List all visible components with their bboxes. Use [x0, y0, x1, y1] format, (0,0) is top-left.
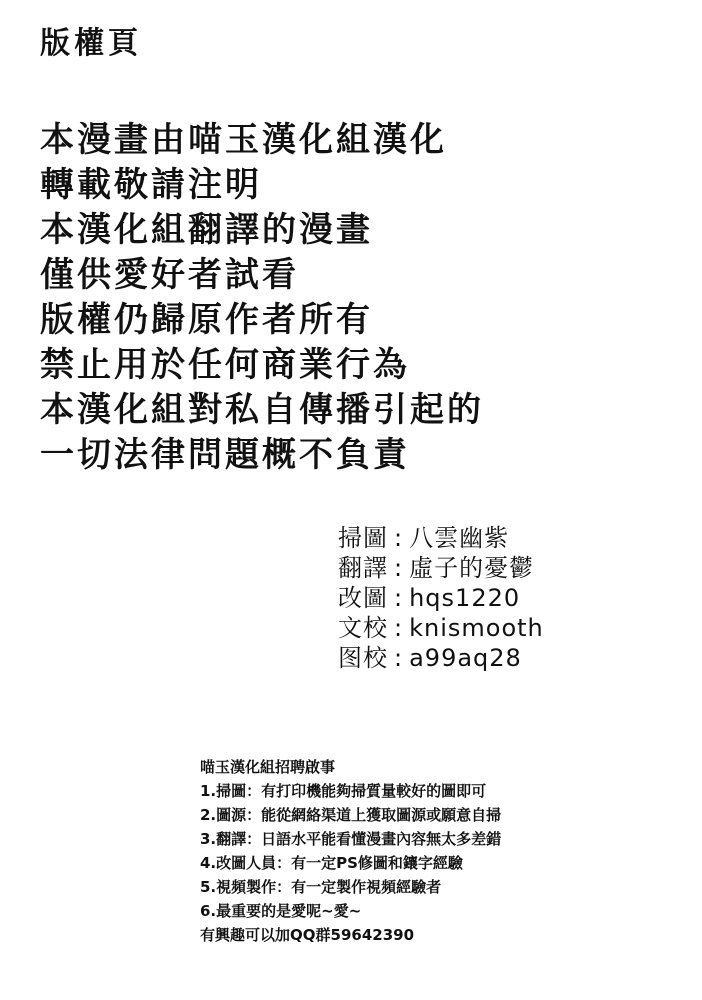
- notice-line: 轉載敬請注明: [40, 165, 262, 205]
- credit-row: [338, 583, 544, 613]
- credit-role: 改圖: [338, 584, 388, 612]
- credit-row: [338, 523, 544, 553]
- recruitment-item: 1.掃圖：有打印機能夠掃質量較好的圖即可: [200, 782, 487, 800]
- credit-separator: :: [394, 524, 404, 552]
- recruitment-title: 喵玉漢化組招聘啟事: [200, 758, 336, 776]
- recruitment-notice: [200, 755, 501, 947]
- credit-role: 文校: [338, 614, 388, 642]
- credit-row: [338, 553, 544, 583]
- recruitment-item: 2.圖源：能從網絡渠道上獲取圖源或願意自掃: [200, 806, 502, 824]
- notice-line: 本漢化組翻譯的漫畫: [40, 210, 373, 250]
- credit-role: 图校: [338, 644, 388, 672]
- notice-line: 禁止用於任何商業行為: [40, 345, 410, 385]
- notice-line: 僅供愛好者試看: [40, 255, 299, 295]
- credit-row: [338, 643, 544, 673]
- credit-name: 虛子的憂鬱: [409, 554, 535, 582]
- credit-role: 翻譯: [338, 554, 388, 582]
- credit-separator: :: [394, 644, 404, 672]
- notice-line: 本漫畫由喵玉漢化組漢化: [40, 120, 447, 160]
- notice-line: 一切法律問題概不負責: [40, 435, 410, 475]
- credit-separator: :: [394, 614, 404, 642]
- recruitment-item: 5.視頻製作：有一定製作視頻經驗者: [200, 878, 442, 896]
- credit-row: [338, 613, 544, 643]
- notice-line: 本漢化組對私自傳播引起的: [40, 390, 484, 430]
- recruitment-item: 3.翻譯：日語水平能看懂漫畫內容無太多差錯: [200, 830, 502, 848]
- credit-name: a99aq28: [409, 644, 522, 672]
- page-title: 版權頁: [40, 26, 142, 61]
- credit-separator: :: [394, 584, 404, 612]
- recruitment-item: 4.改圖人員：有一定PS修圖和鑲字經驗: [200, 854, 463, 872]
- recruitment-item: 6.最重要的是愛呢~愛~: [200, 902, 362, 920]
- credit-role: 掃圖: [338, 524, 388, 552]
- credit-name: 八雲幽紫: [409, 524, 510, 552]
- notice-line: 版權仍歸原作者所有: [40, 300, 373, 340]
- credit-name: knismooth: [409, 614, 544, 642]
- credit-separator: :: [394, 554, 404, 582]
- credit-name: hqs1220: [409, 584, 521, 612]
- staff-credits: [338, 523, 544, 673]
- recruitment-footer: 有興趣可以加QQ群59642390: [200, 926, 414, 944]
- copyright-notice: [40, 118, 484, 478]
